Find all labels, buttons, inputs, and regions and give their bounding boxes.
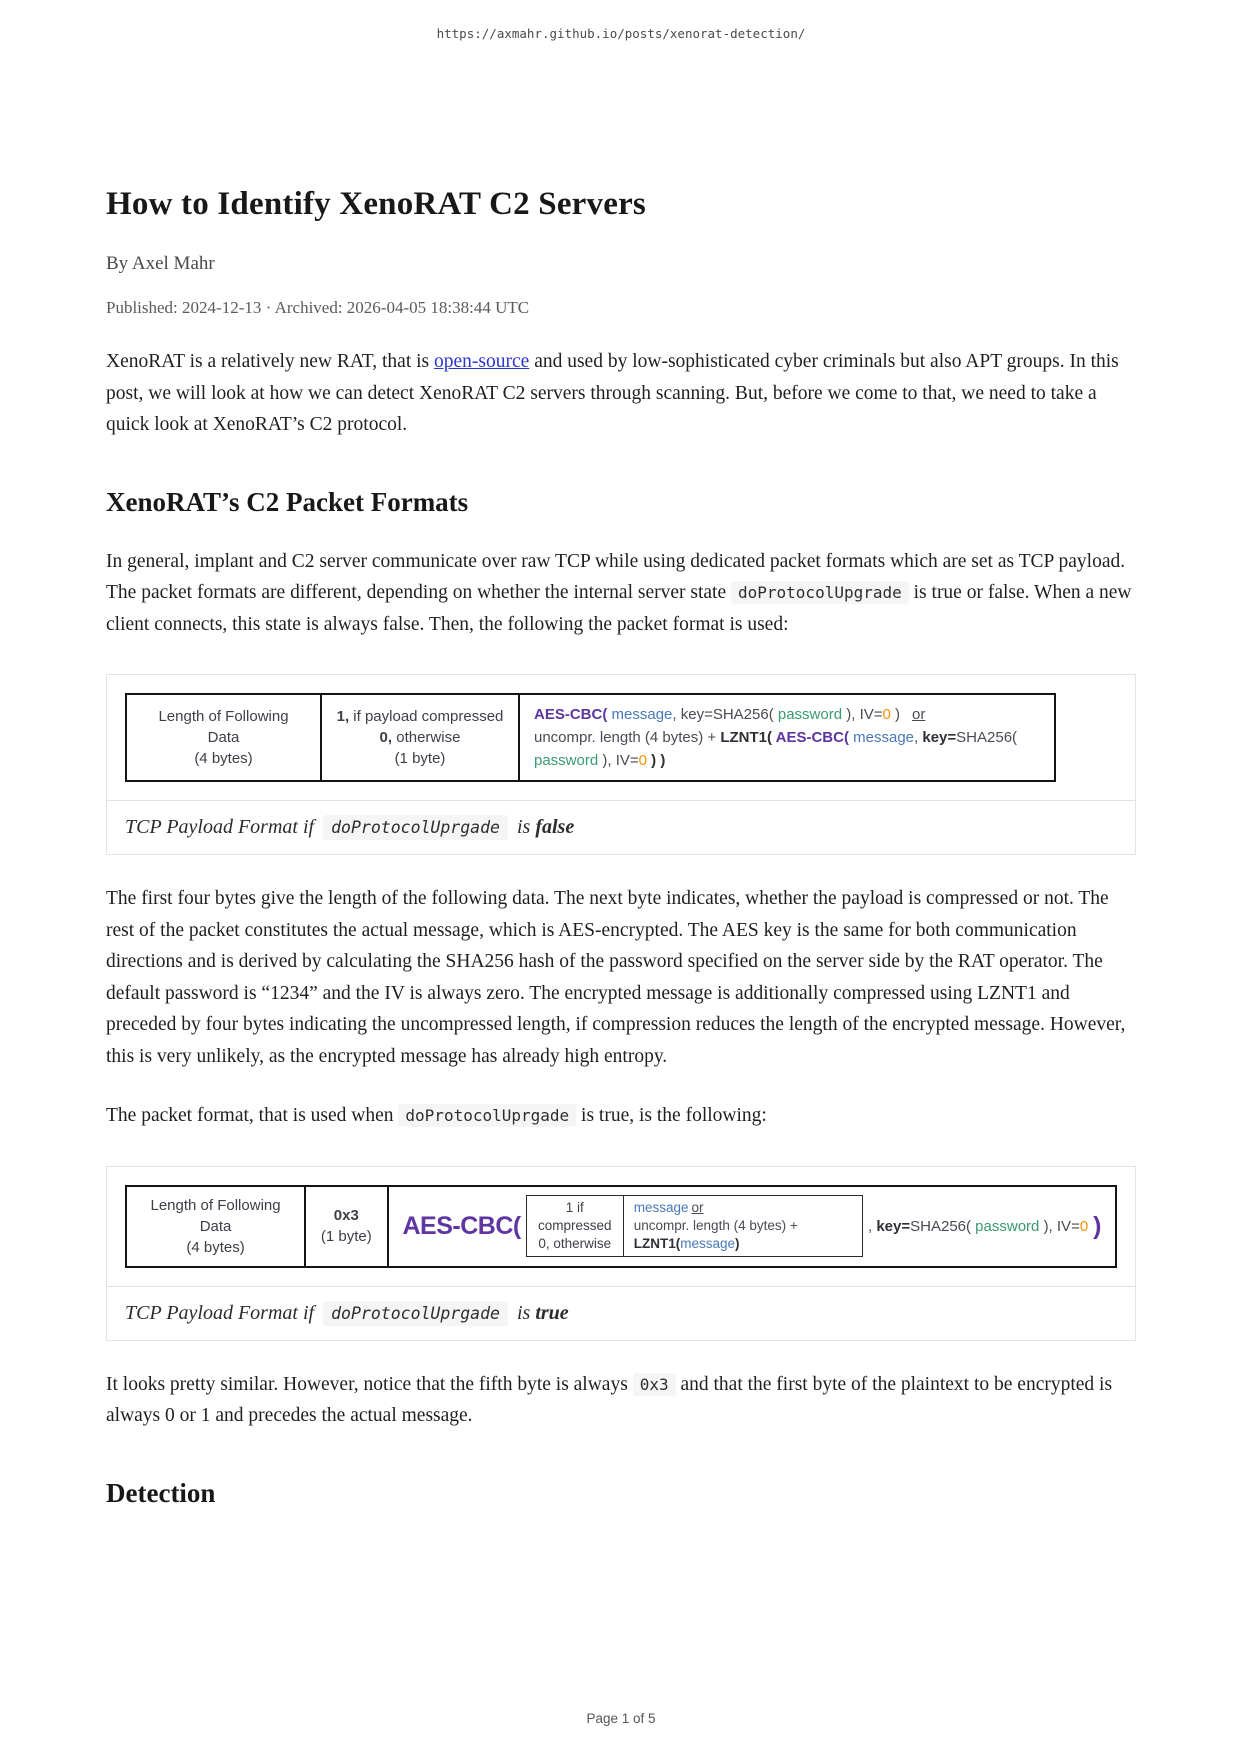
cell-text: (4 bytes) (194, 750, 253, 767)
packet-table (125, 1185, 1117, 1268)
cell-encrypted-payload (387, 1187, 1116, 1266)
token-aes-cbc: AES-CBC( (534, 706, 608, 723)
payload-line-2 (534, 726, 1040, 772)
token-key: key= (922, 729, 957, 746)
cell-length-of-following-data (127, 695, 320, 780)
cell-text: 0, otherwise (538, 1236, 612, 1251)
intro-text-before: XenoRAT is a relatively new RAT, that is (106, 351, 435, 372)
token-close-paren: ) (735, 1236, 740, 1251)
token-lznt1: LZNT1( (633, 1236, 681, 1251)
page-indicator: Page 1 of 5 (586, 1711, 656, 1726)
token-uncompr-length: uncompr. length (4 bytes) + (534, 729, 721, 746)
cell-length-of-following-data (127, 1187, 304, 1266)
token-message: message (633, 1200, 689, 1215)
cell-text: 0, otherwise (379, 729, 461, 746)
figure-packet-format-false (106, 674, 1136, 855)
print-header-url: https://axmahr.github.io/posts/xenorat-detection/ (436, 26, 806, 41)
cell-text: (1 byte) (320, 1228, 372, 1245)
token-iv-label: ), IV= (1043, 1217, 1080, 1235)
token-iv-value: 0 (1079, 1217, 1089, 1235)
token-iv-value: 0 (638, 752, 647, 769)
section-heading-packet-formats: XenoRAT’s C2 Packet Formats (106, 486, 469, 517)
token-iv-label: ), IV= (602, 752, 639, 769)
token-comma: , (914, 729, 923, 746)
token-or: or (691, 1200, 704, 1215)
cell-text: Length of Following Data (158, 708, 289, 746)
cell-text: (1 byte) (394, 750, 446, 767)
nested-line-1 (634, 1199, 852, 1217)
cell-text: (4 bytes) (186, 1238, 245, 1256)
cell-text: Length of Following Data (150, 1196, 281, 1235)
token-message: message (607, 706, 673, 723)
cell-encrypted-payload (518, 695, 1054, 780)
section-heading-detection: Detection (106, 1477, 216, 1508)
token-sha256: SHA256( (956, 729, 1018, 746)
cell-compression-flag (320, 695, 518, 780)
caption-text: is (516, 816, 531, 838)
upgrade-true-paragraph (106, 1100, 1136, 1132)
caption-text: TCP Payload Format if (125, 1301, 315, 1324)
byline: By Axel Mahr (106, 253, 215, 274)
inline-code-0x3: 0x3 (633, 1373, 676, 1396)
paragraph-text: is true, is the following: (576, 1105, 767, 1126)
caption-text: is (516, 1301, 531, 1324)
intro-text-after: and used by low-sophisticated cyber criminals but also APT groups. In this post, we will look at how we can detect XenoRAT C2 servers through scanning. But, before we come to that, we need to take a quick look at XenoRAT’s C2 protocol. (106, 351, 1119, 435)
explainer-paragraph: The first four bytes give the length of the following data. The next byte indicates, whether the payload is compressed or not. The rest of the packet constitutes the actual message, which is AES-encrypted. The AES key is the same for both communication directions and is derived by calculating the SHA256 hash of the password specified on the server side by the RAT operator. The default password is “1234” and the IV is always zero. The encrypted message is additionally compressed using LZNT1 and preceded by four bytes indicating the uncompressed length, if compression reduces the length of the encrypted message. However, this is very unlikely, as the encrypted message has already high entropy. (106, 888, 1126, 1067)
packet-formats-paragraph (106, 546, 1136, 641)
token-sha256: SHA256( (910, 1217, 972, 1235)
token-password: password (971, 1217, 1044, 1235)
open-source-link[interactable]: open-source (434, 351, 530, 372)
token-aes-cbc-close: ) (1093, 1211, 1101, 1240)
caption-code-doprotocoluprgade: doProtocolUprgade (323, 815, 508, 840)
token-password: password (773, 706, 847, 723)
payload-tail (868, 1218, 1088, 1235)
token-close-paren: ) (890, 706, 901, 723)
page-title: How to Identify XenoRAT C2 Servers (106, 186, 646, 222)
paragraph-text: The packet format, that is used when (106, 1105, 399, 1126)
packet-table (125, 693, 1056, 782)
inline-code-doprotocoluprgade: doProtocolUprgade (398, 1104, 576, 1127)
figure-packet-format-true (106, 1166, 1136, 1341)
token-uncompr-length: uncompr. length (4 bytes) + (633, 1218, 798, 1233)
token-key-sha256: , key=SHA256( (672, 706, 774, 723)
payload-line-1 (534, 703, 1040, 726)
token-key: key= (876, 1217, 911, 1235)
publish-meta: Published: 2024-12-13 · Archived: 2026-04-05 18:38:44 UTC (106, 298, 530, 317)
packet-diagram (107, 675, 1135, 800)
paragraph-text: In general, implant and C2 server communicate over raw TCP while using dedicated packet formats which are set as TCP payload. The packet formats are different, depending on whether the internal server state (106, 550, 1126, 603)
paragraph-text: and that the first byte of the plaintext to be encrypted is always 0 or 1 and precedes the actual message. (106, 1373, 1113, 1426)
intro-paragraph (106, 346, 1136, 441)
token-close-parens: ) ) (646, 752, 666, 769)
figure-caption (107, 1286, 1135, 1340)
token-message: message (680, 1236, 736, 1251)
cell-0x3-byte (304, 1187, 386, 1266)
token-aes-cbc-open: AES-CBC( (402, 1211, 521, 1240)
paragraph-text: is true or false. When a new client connects, this state is always false. Then, the following the packet format is used: (106, 582, 1132, 635)
article-content (106, 0, 1136, 1509)
inline-code-doprotocolupgrade: doProtocolUpgrade (731, 581, 909, 604)
packet-diagram (107, 1167, 1135, 1286)
token-iv-label: ), IV= (846, 706, 883, 723)
token-comma: , (868, 1217, 877, 1235)
token-or: or (912, 706, 926, 723)
nested-cell-flag (527, 1196, 624, 1256)
nested-cell-message (624, 1196, 862, 1256)
token-password: password (534, 752, 603, 769)
token-aes-cbc: AES-CBC( (772, 729, 849, 746)
cell-text: 1 if compressed (537, 1200, 612, 1233)
caption-state-false: false (535, 816, 575, 838)
nested-line-2 (634, 1217, 852, 1253)
caption-text: TCP Payload Format if (125, 816, 315, 838)
similar-paragraph (106, 1369, 1136, 1432)
paragraph-text: It looks pretty similar. However, notice that the fifth byte is always (106, 1373, 633, 1395)
caption-state-true: true (535, 1301, 569, 1324)
token-lznt1: LZNT1( (720, 729, 773, 746)
caption-code-doprotocoluprgade: doProtocolUprgade (323, 1301, 508, 1326)
nested-plaintext-table (526, 1195, 863, 1257)
token-iv-value: 0 (882, 706, 891, 723)
cell-text: 1, if payload compressed (336, 708, 504, 725)
token-message: message (848, 729, 915, 746)
cell-text: 0x3 (333, 1207, 359, 1224)
figure-caption (107, 800, 1135, 854)
